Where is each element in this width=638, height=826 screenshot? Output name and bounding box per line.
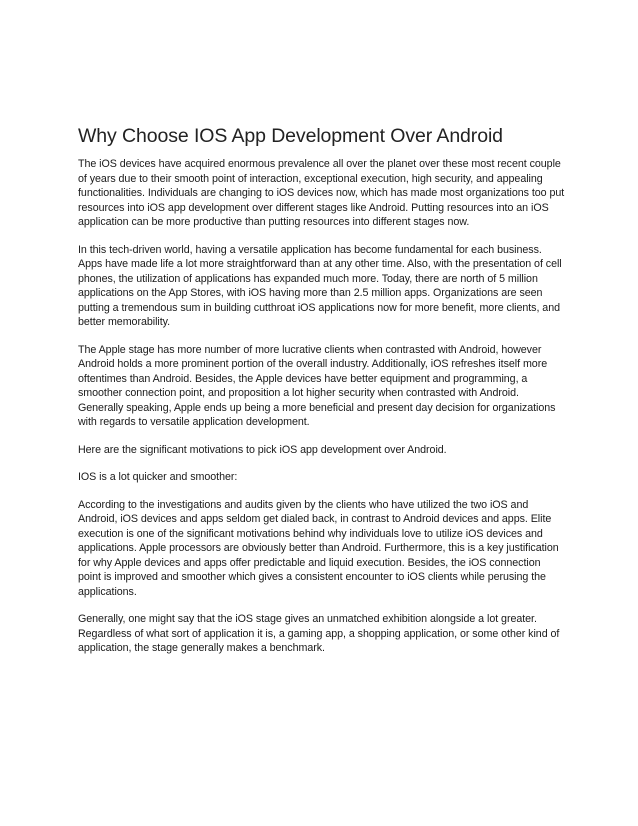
document-title: Why Choose IOS App Development Over Android xyxy=(78,125,503,147)
paragraph-apple-stage: The Apple stage has more number of more lucrative clients when contrasted with Android, however Android holds a more prominent portion of the overall industry. Additionally, iOS refreshes itself more oftentimes than Android. Besides, the Apple devices have better equipment and programming, a smoother connection point, and proposition a lot higher security when contrasted with Android. Generally speaking, Apple ends up being a more beneficial and present day decision for organizations with regards to versatile application development. xyxy=(78,343,556,428)
paragraph-conclusion: Generally, one might say that the iOS stage gives an unmatched exhibition alongside a lot greater. Regardless of what sort of application it is, a gaming app, a shopping application, or some other kind of application, the stage generally makes a benchmark. xyxy=(78,613,560,654)
paragraph-motivations: Here are the significant motivations to pick iOS app development over Android. xyxy=(78,443,447,456)
paragraph-investigations: According to the investigations and audits given by the clients who have utilized the two iOS and Android, iOS devices and apps seldom get dialed back, in contrast to Android devices and apps. Elite execution is one of the significant motivations behind why individuals love to utilize iOS devices and applications. Apple processors are obviously better than Android. Furthermore, this is a key justification for why Apple devices and apps offer predictable and liquid execution. Besides, the iOS connection point is improved and smoother which gives a consistent encounter to iOS clients while perusing the applications. xyxy=(78,498,559,598)
paragraph-subheading-quicker: IOS is a lot quicker and smoother: xyxy=(78,471,238,483)
paragraph-intro: The iOS devices have acquired enormous prevalence all over the planet over these most recent couple of years due to their smooth point of interaction, exceptional execution, high security, and appealing functionalities. Individuals are changing to iOS devices now, which has made most organizations too put resources into iOS app development over different stages like Android. Putting resources into an iOS application can be more productive than putting resources into different stages now. xyxy=(78,158,565,228)
paragraph-tech-world: In this tech-driven world, having a versatile application has become fundamental for each business. Apps have made life a lot more straightforward than at any other time. Also, with the presentation of cell phones, the utilization of applications has expanded much more. Today, there are north of 5 million applications on the App Stores, with iOS having more than 2.5 million apps. Organizations are seen putting a tremendous sum in building cutthroat iOS applications now for more benefit, more clients, and better memorability. xyxy=(78,243,562,328)
document-body xyxy=(78,124,566,669)
